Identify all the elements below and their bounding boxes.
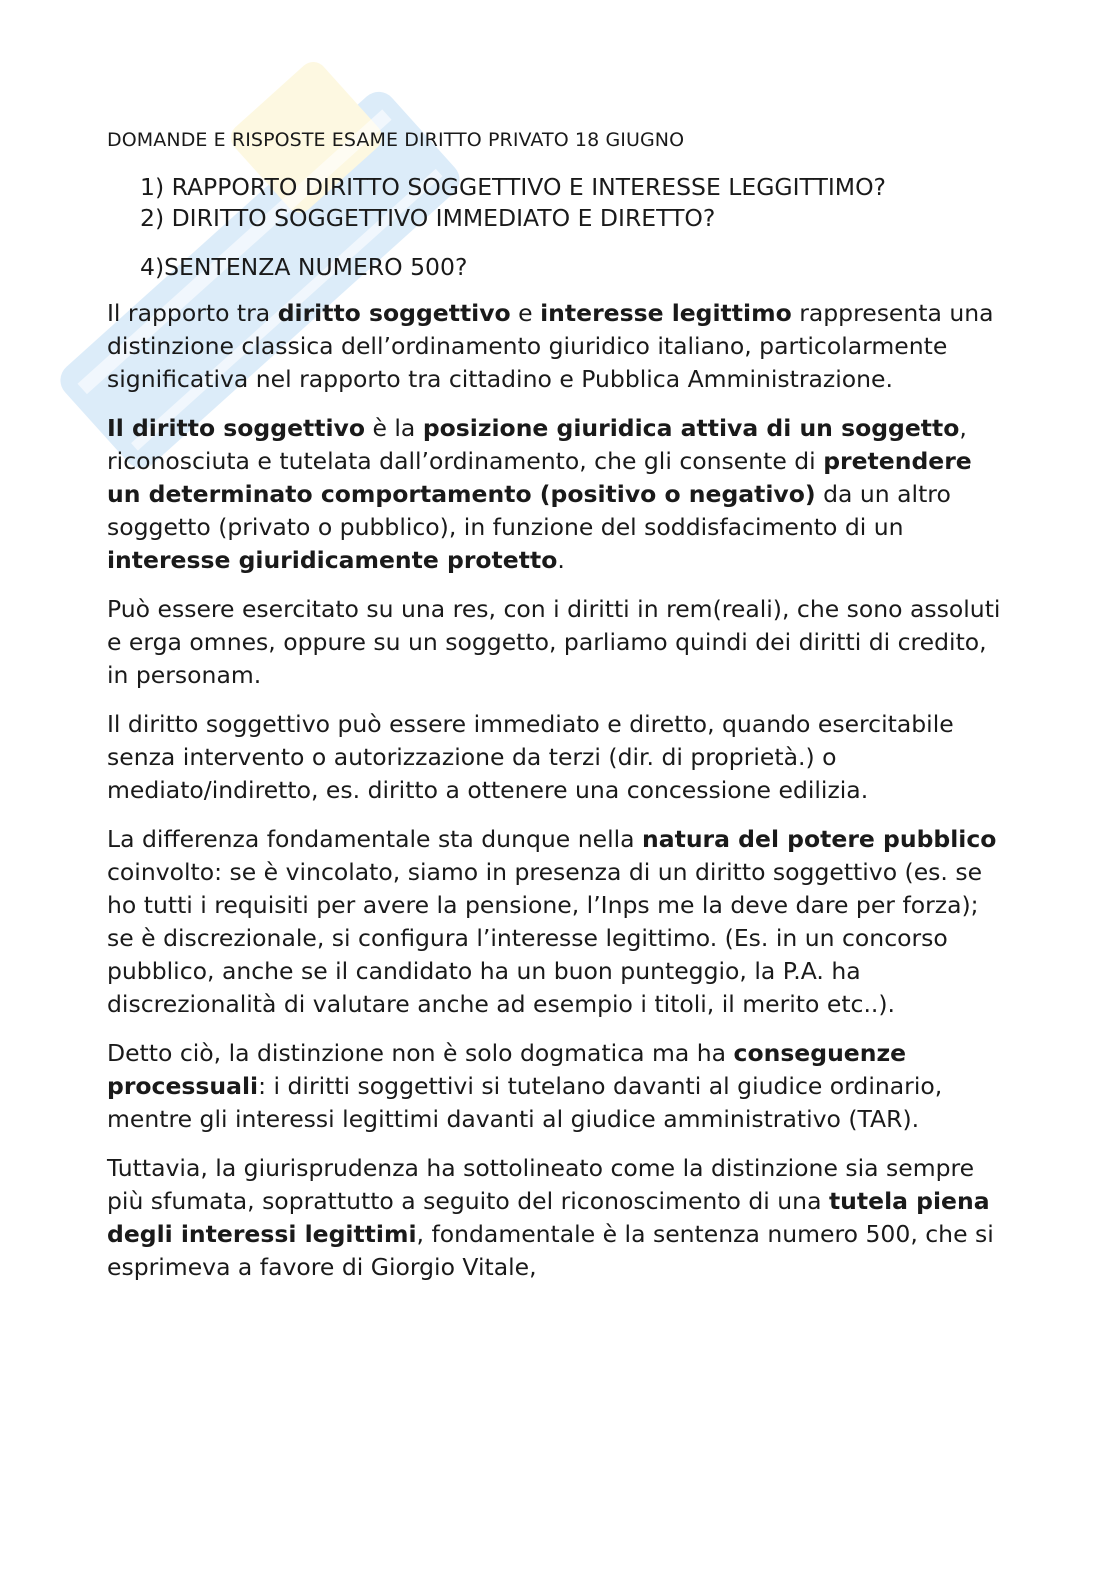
text-run: da un altro soggetto (privato o pubblico), in funzione del soddisfacimento di un bbox=[107, 480, 951, 541]
document-page bbox=[107, 128, 1007, 1284]
bold-text: tutela piena degli interessi legittimi bbox=[107, 1187, 990, 1248]
text-run: è la bbox=[365, 414, 423, 442]
text-run: Può essere esercitato su una res, con i diritti in rem(reali), che sono assoluti e erga omnes, oppure su un soggetto, parliamo quindi dei diritti di credito, in personam. bbox=[107, 595, 1001, 689]
document-body bbox=[107, 297, 1007, 1284]
body-paragraph bbox=[107, 297, 1007, 396]
body-paragraph bbox=[107, 412, 1007, 577]
question-list bbox=[140, 172, 1007, 283]
text-run: : i diritti soggettivi si tutelano davanti al giudice ordinario, mentre gli interessi legittimi davanti al giudice amministrativo (TAR). bbox=[107, 1072, 943, 1133]
bold-text: posizione giuridica attiva di un soggetto bbox=[422, 414, 960, 442]
text-run: . bbox=[557, 546, 565, 574]
body-paragraph bbox=[107, 593, 1007, 692]
text-run: e bbox=[510, 299, 541, 327]
bold-text: diritto soggettivo bbox=[277, 299, 511, 327]
question-item: 1) RAPPORTO DIRITTO SOGGETTIVO E INTERESSE LEGGITTIMO? bbox=[140, 173, 887, 201]
text-run: La differenza fondamentale sta dunque nella bbox=[107, 825, 642, 853]
body-paragraph bbox=[107, 823, 1007, 1021]
bold-text: pretendere un determinato comportamento (positivo o negativo) bbox=[107, 447, 972, 508]
question-item: 4)SENTENZA NUMERO 500? bbox=[140, 253, 468, 281]
question-item: 2) DIRITTO SOGGETTIVO IMMEDIATO E DIRETTO? bbox=[140, 204, 716, 232]
text-run: rappresenta una distinzione classica dell’ordinamento giuridico italiano, particolarmente significativa nel rapporto tra cittadino e Pubblica Amministrazione. bbox=[107, 299, 994, 393]
bold-text: conseguenze processuali bbox=[107, 1039, 907, 1100]
text-run: Detto ciò, la distinzione non è solo dogmatica ma ha bbox=[107, 1039, 734, 1067]
bold-text: Il diritto soggettivo bbox=[107, 414, 365, 442]
bold-text: interesse legittimo bbox=[540, 299, 792, 327]
bold-text: natura del potere pubblico bbox=[642, 825, 997, 853]
document-title: DOMANDE E RISPOSTE ESAME DIRITTO PRIVATO 18 GIUGNO bbox=[107, 129, 685, 151]
text-run: Tuttavia, la giurisprudenza ha sottolineato come la distinzione sia sempre più sfumata, soprattutto a seguito del riconoscimento di una bbox=[107, 1154, 975, 1215]
body-paragraph bbox=[107, 1152, 1007, 1284]
text-run: coinvolto: se è vincolato, siamo in presenza di un diritto soggettivo (es. se ho tutti i requisiti per avere la pensione, l’Inps me la deve dare per forza); se è discrezionale, si configura l’interesse legittimo. (Es. in un concorso pubblico, anche se il candidato ha un buon punteggio, la P.A. ha discrezionalità di valutare anche ad esempio i titoli, il merito etc..). bbox=[107, 858, 983, 1018]
body-paragraph bbox=[107, 708, 1007, 807]
body-paragraph bbox=[107, 1037, 1007, 1136]
text-run: , riconosciuta e tutelata dall’ordinamento, che gli consente di bbox=[107, 414, 967, 475]
text-run: Il diritto soggettivo può essere immediato e diretto, quando esercitabile senza intervento o autorizzazione da terzi (dir. di proprietà.) o mediato/indiretto, es. diritto a ottenere una concessione edilizia. bbox=[107, 710, 954, 804]
text-run: Il rapporto tra bbox=[107, 299, 278, 327]
bold-text: interesse giuridicamente protetto bbox=[107, 546, 558, 574]
text-run: , fondamentale è la sentenza numero 500, che si esprimeva a favore di Giorgio Vitale, bbox=[107, 1220, 994, 1281]
